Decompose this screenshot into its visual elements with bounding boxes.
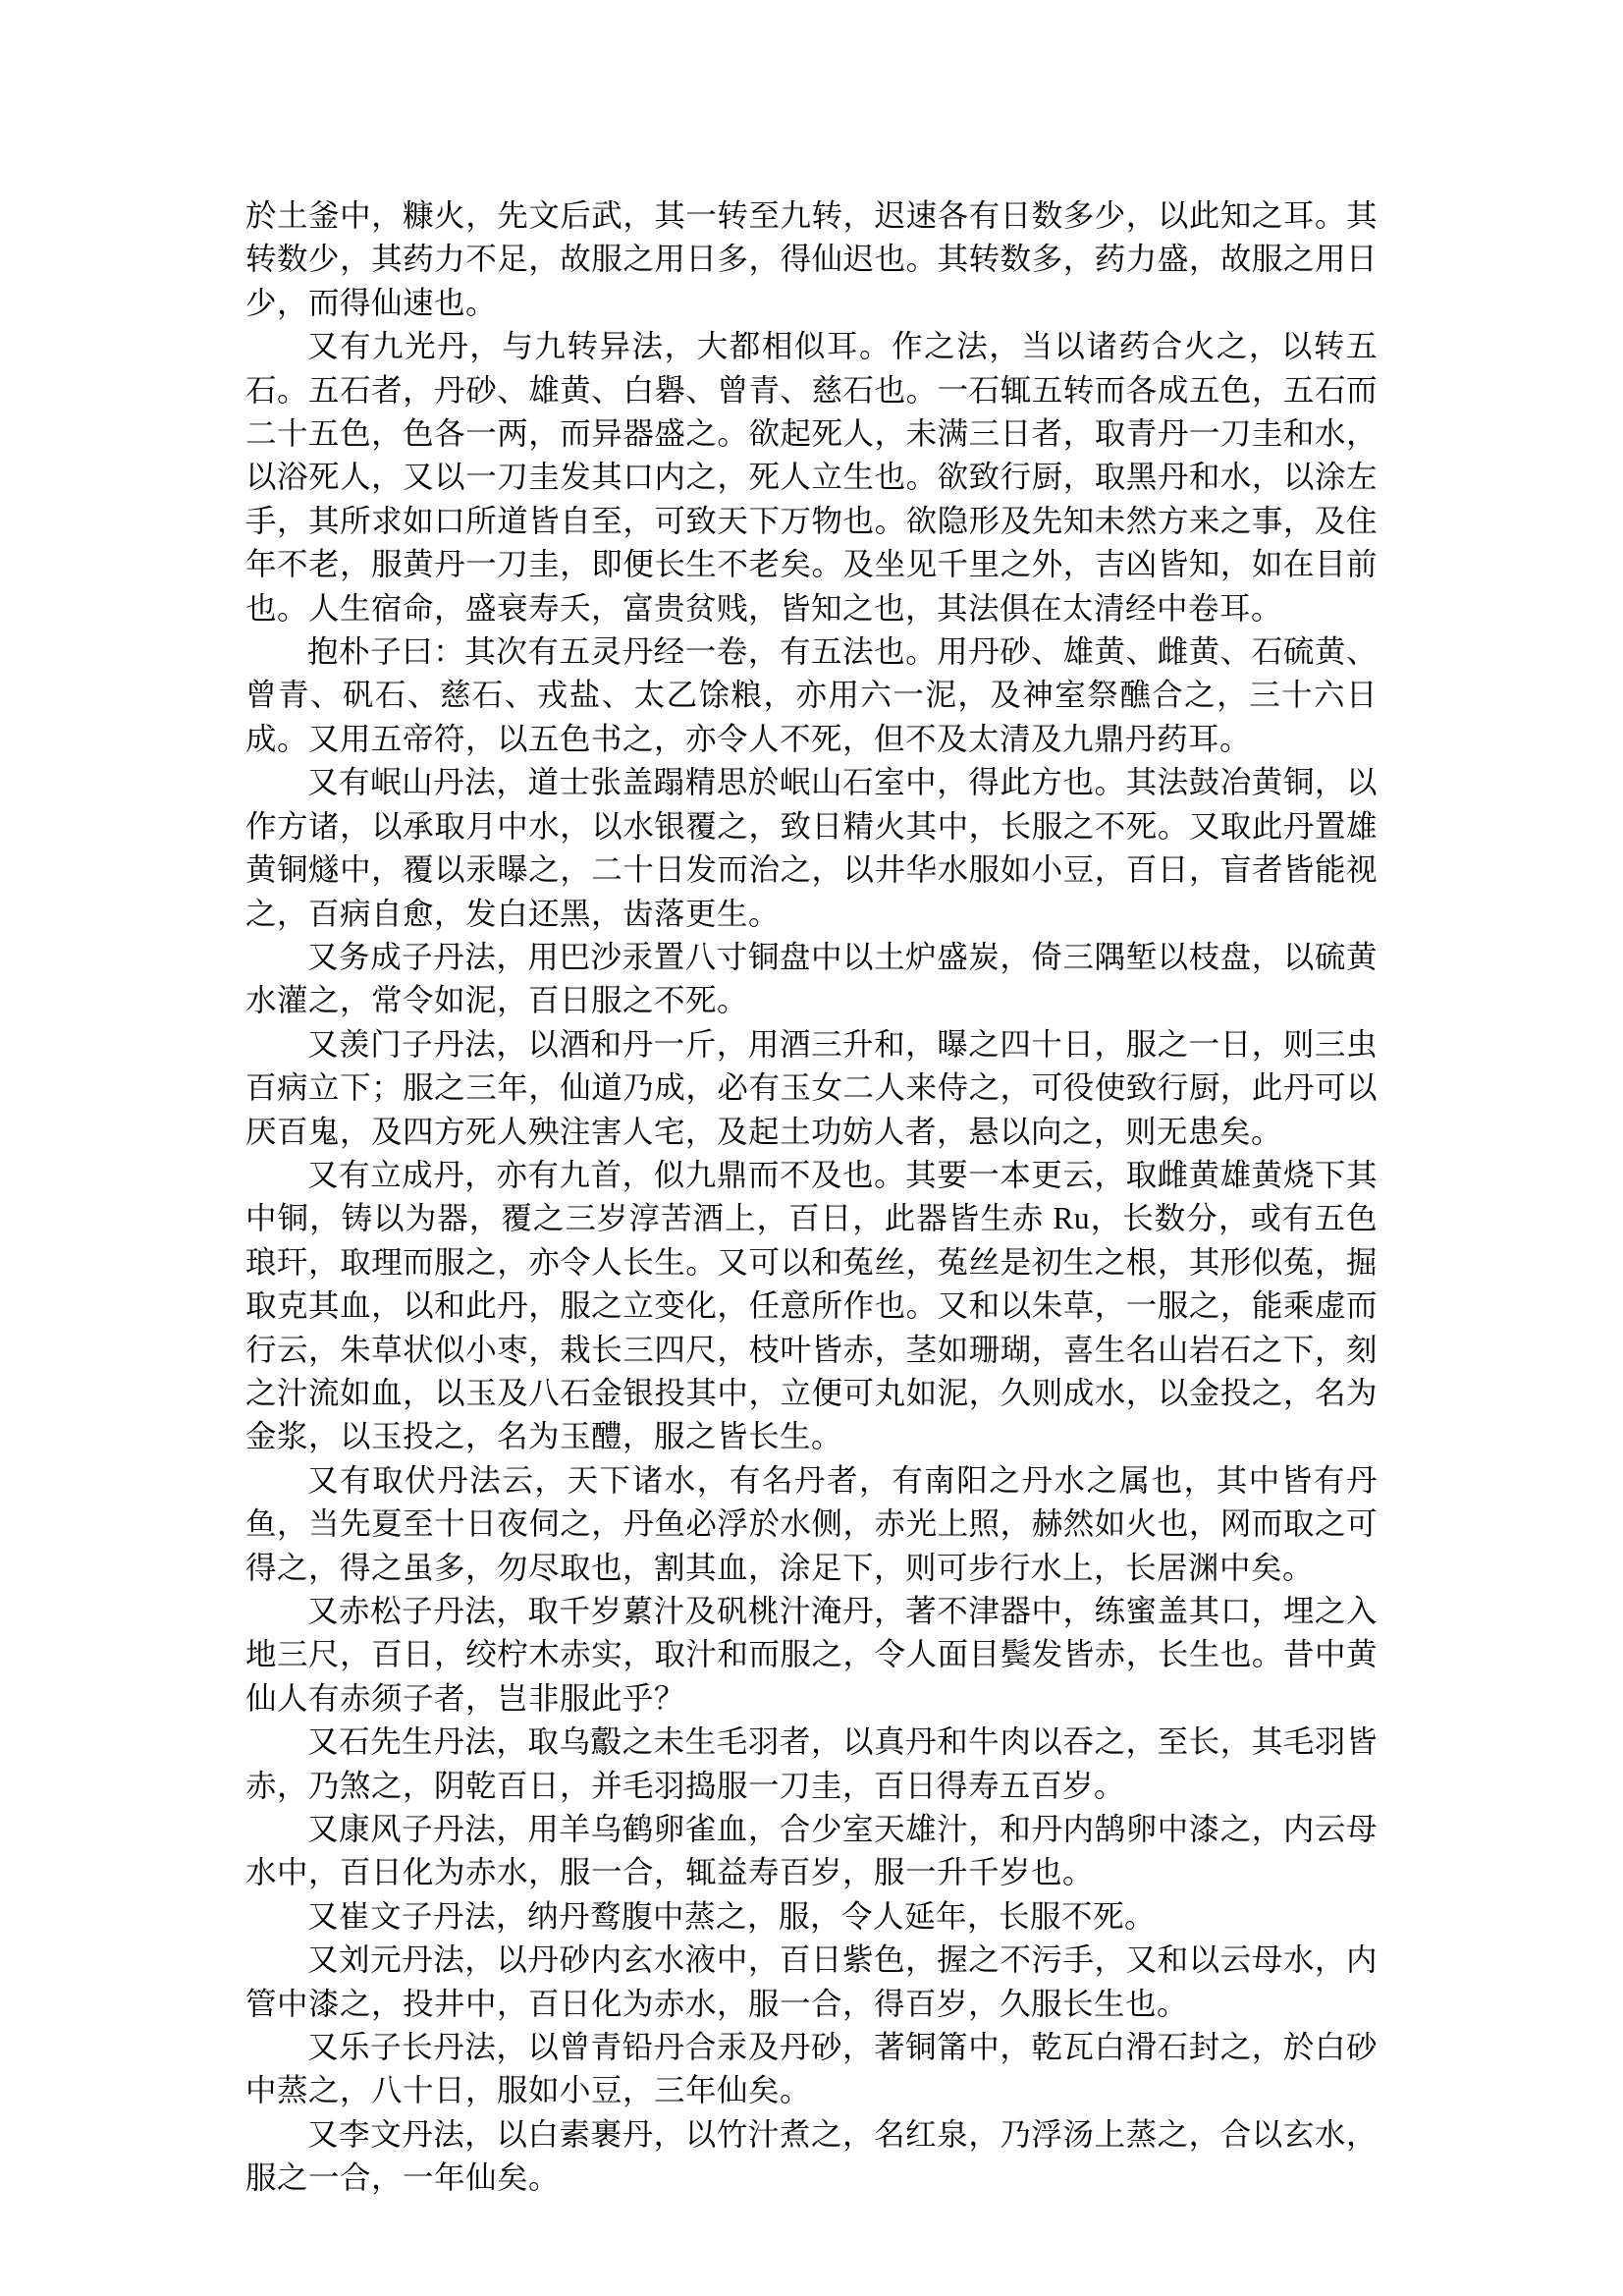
paragraph: 又有取伏丹法云，天下诸水，有名丹者，有南阳之丹水之属也，其中皆有丹鱼，当先夏至十日夜伺之，丹鱼必浮於水侧，赤光上照，赫然如火也，网而取之可得之，得之虽多，勿尽取也，割其血，涂足下，则可步行水上，长居渊中矣。 (245, 1462, 1378, 1585)
paragraph: 又乐子长丹法，以曾青铅丹合汞及丹砂，著铜筩中，乾瓦白滑石封之，於白砂中蒸之，八十日，服如小豆，三年仙矣。 (245, 2030, 1378, 2108)
document-body (245, 194, 1378, 2201)
paragraph: 又刘元丹法，以丹砂内玄水液中，百日紫色，握之不污手，又和以云母水，内管中漆之，投井中，百日化为赤水，服一合，得百岁，久服长生也。 (245, 1942, 1378, 2021)
paragraph: 又康风子丹法，用羊乌鹤卵雀血，合少室天雄汁，和丹内鹄卵中漆之，内云母水中，百日化为赤水，服一合，辄益寿百岁，服一升千岁也。 (245, 1812, 1378, 1890)
paragraph: 又有九光丹，与九转异法，大都相似耳。作之法，当以诸药合火之，以转五石。五石者，丹砂、雄黄、白礜、曾青、慈石也。一石辄五转而各成五色，五石而二十五色，色各一两，而异器盛之。欲起死人，未满三日者，取青丹一刀圭和水，以浴死人，又以一刀圭发其口内之，死人立生也。欲致行厨，取黑丹和水，以涂左手，其所求如口所道皆自至，可致天下万物也。欲隐形及先知未然方来之事，及住年不老，服黄丹一刀圭，即便长生不老矣。及坐见千里之外，吉凶皆知，如在目前也。人生宿命，盛衰寿夭，富贵贫贱，皆知之也，其法俱在太清经中卷耳。 (245, 329, 1378, 626)
paragraph: 又务成子丹法，用巴沙汞置八寸铜盘中以土炉盛炭，倚三隅堑以枝盘，以硫黄水灌之，常令如泥，百日服之不死。 (245, 939, 1378, 1018)
paragraph: 又李文丹法，以白素裹丹，以竹汁煮之，名红泉，乃浮汤上蒸之，合以玄水，服之一合，一年仙矣。 (245, 2116, 1378, 2196)
paragraph: 又有立成丹，亦有九首，似九鼎而不及也。其要一本更云，取雌黄雄黄烧下其中铜，铸以为器，覆之三岁淳苦酒上，百日，此器皆生赤 Ru，长数分，或有五色琅玕，取理而服之，亦令人长生。又可以和菟丝，菟丝是初生之根，其形似菟，掘取克其血，以和此丹，服之立变化，任意所作也。又和以朱草，一服之，能乘虚而行云，朱草状似小枣，栽长三四尺，枝叶皆赤，茎如珊瑚，喜生名山岩石之下，刻之汁流如血，以玉及八石金银投其中，立便可丸如泥，久则成水，以金投之，名为金浆，以玉投之，名为玉醴，服之皆长生。 (245, 1157, 1378, 1454)
paragraph: 又有岷山丹法，道士张盖蹋精思於岷山石室中，得此方也。其法鼓冶黄铜，以作方诸，以承取月中水，以水银覆之，致日精火其中，长服之不死。又取此丹置雄黄铜燧中，覆以汞曝之，二十日发而治之，以井华水服如小豆，百日，盲者皆能视之，百病自愈，发白还黑，齿落更生。 (245, 765, 1378, 931)
paragraph: 抱朴子曰：其次有五灵丹经一卷，有五法也。用丹砂、雄黄、雌黄、石硫黄、曾青、矾石、慈石、戎盐、太乙馀粮，亦用六一泥，及神室祭醮合之，三十六日成。又用五帝符，以五色书之，亦令人不死，但不及太清及九鼎丹药耳。 (245, 634, 1378, 756)
paragraph: 於土釜中，糠火，先文后武，其一转至九转，迟速各有日数多少，以此知之耳。其转数少，其药力不足，故服之用日多，得仙迟也。其转数多，药力盛，故服之用日少，而得仙速也。 (245, 198, 1378, 320)
paragraph: 又石先生丹法，取乌鷇之未生毛羽者，以真丹和牛肉以吞之，至长，其毛羽皆赤，乃煞之，阴乾百日，并毛羽捣服一刀圭，百日得寿五百岁。 (245, 1724, 1378, 1803)
paragraph: 又羡门子丹法，以酒和丹一斤，用酒三升和，曝之四十日，服之一日，则三虫百病立下；服之三年，仙道乃成，必有玉女二人来侍之，可役使致行厨，此丹可以厌百鬼，及四方死人殃注害人宅，及起土功妨人者，悬以向之，则无患矣。 (245, 1026, 1378, 1149)
paragraph: 又赤松子丹法，取千岁蔂汁及矾桃汁淹丹，著不津器中，练蜜盖其口，埋之入地三尺，百日，绞柠木赤实，取汁和而服之，令人面目鬓发皆赤，长生也。昔中黄仙人有赤须子者，岂非服此乎？ (245, 1594, 1378, 1716)
paragraph: 又崔文子丹法，纳丹鹜腹中蒸之，服，令人延年，长服不死。 (307, 1898, 1157, 1934)
